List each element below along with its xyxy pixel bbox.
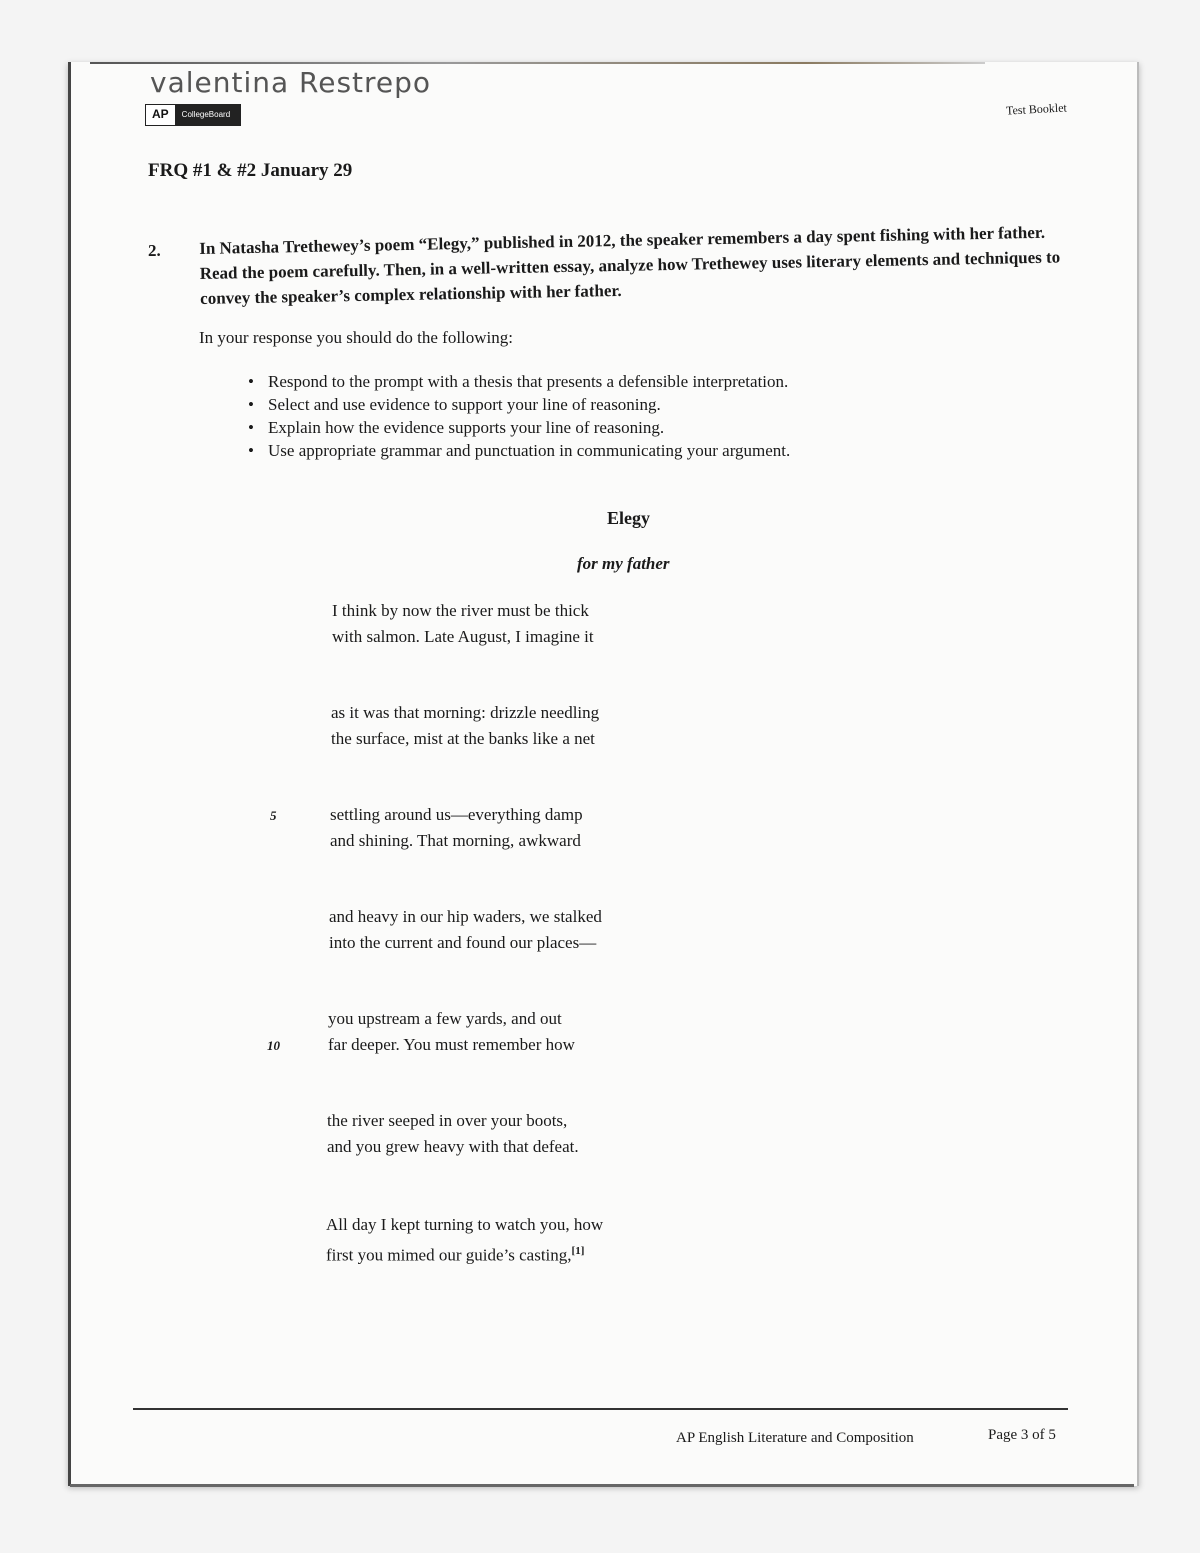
poem-stanza bbox=[326, 1212, 603, 1269]
poem-dedication: for my father bbox=[577, 554, 670, 573]
poem-line: into the current and found our places— bbox=[329, 933, 597, 952]
poem-line: I think by now the river must be thick bbox=[332, 601, 589, 620]
poem-line: and shining. That morning, awkward bbox=[330, 831, 581, 850]
poem-line: settling around us—everything damp bbox=[330, 805, 583, 824]
line-number: 10 bbox=[267, 1038, 280, 1053]
ap-logo-text: AP bbox=[146, 105, 176, 125]
poem-line: with salmon. Late August, I imagine it bbox=[332, 627, 594, 646]
poem-line-text: first you mimed our guide’s casting, bbox=[326, 1245, 572, 1265]
poem-line: the river seeped in over your boots, bbox=[327, 1111, 568, 1130]
footer-course-title: AP English Literature and Composition bbox=[676, 1430, 914, 1446]
poem-stanza bbox=[330, 802, 583, 854]
question-prompt: In Natasha Trethewey’s poem “Elegy,” published in 2012, the speaker remembers a day spent fishing with her father. Read the poem carefully. Then, in a well-written essay, analyze how Trethewey uses literary elements and techniques to convey the speaker’s complex relationship with her father. bbox=[199, 222, 1061, 308]
ap-collegeboard-logo bbox=[145, 104, 241, 126]
instructions-list bbox=[248, 370, 790, 462]
poem-line: and heavy in our hip waders, we stalked bbox=[329, 907, 602, 926]
top-edge-line bbox=[90, 62, 985, 64]
poem-line: you upstream a few yards, and out bbox=[328, 1009, 562, 1028]
section-title: FRQ #1 & #2 January 29 bbox=[148, 160, 353, 181]
test-booklet-label: Test Booklet bbox=[1005, 100, 1068, 118]
instruction-item: • Use appropriate grammar and punctuation in communicating your argument. bbox=[248, 439, 790, 462]
poem-stanza bbox=[327, 1108, 579, 1160]
question-number: 2. bbox=[148, 241, 161, 260]
student-name: valentina Restrepo bbox=[150, 66, 432, 99]
collegeboard-logo-text: CollegeBoard bbox=[176, 105, 240, 125]
poem-stanza bbox=[331, 700, 599, 752]
line-number: 5 bbox=[270, 808, 277, 823]
poem-line: and you grew heavy with that defeat. bbox=[327, 1137, 579, 1156]
poem-line bbox=[326, 1238, 603, 1269]
poem-stanza bbox=[332, 598, 594, 650]
poem-stanza bbox=[328, 1006, 575, 1058]
poem-line: as it was that morning: drizzle needling bbox=[331, 703, 600, 722]
instruction-item: • Select and use evidence to support your line of reasoning. bbox=[248, 393, 790, 416]
poem-line: All day I kept turning to watch you, how bbox=[326, 1215, 604, 1234]
instruction-item: • Explain how the evidence supports your line of reasoning. bbox=[248, 416, 790, 439]
poem-line: far deeper. You must remember how bbox=[328, 1035, 575, 1054]
poem-title: Elegy bbox=[607, 508, 650, 528]
instructions-intro: In your response you should do the following: bbox=[199, 328, 513, 347]
bottom-edge-line bbox=[70, 1484, 1134, 1487]
instruction-item: • Respond to the prompt with a thesis that presents a defensible interpretation. bbox=[248, 370, 790, 393]
poem-line: the surface, mist at the banks like a net bbox=[331, 729, 595, 748]
footer-page-number: Page 3 of 5 bbox=[988, 1427, 1056, 1443]
footer-rule bbox=[133, 1408, 1068, 1410]
footnote-marker: [1] bbox=[571, 1245, 585, 1257]
poem-stanza bbox=[329, 904, 602, 956]
